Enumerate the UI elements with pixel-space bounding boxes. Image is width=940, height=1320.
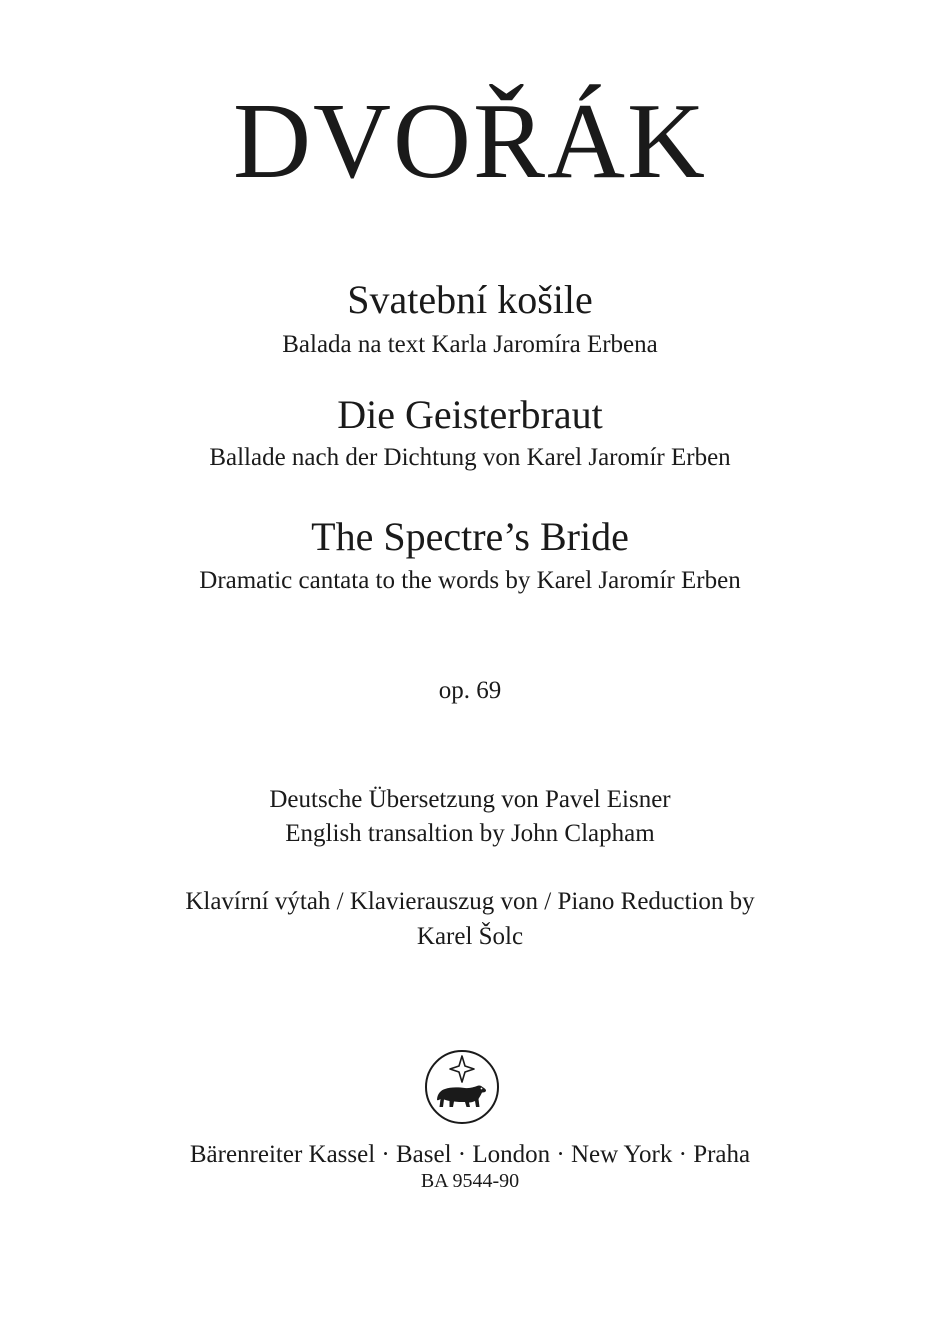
subtitle-german: Ballade nach der Dichtung von Karel Jaromír Erben [209,444,731,471]
opus-number: op. 69 [438,677,502,704]
german-translation-credit: Deutsche Übersetzung von Pavel Eisner [269,786,671,813]
piano-reduction-label: Klavírní výtah / Klavierauszug von / Piano Reduction by [185,888,755,915]
title-czech: Svatební košile [347,277,593,322]
publisher-imprint: Bärenreiter Kassel · Basel · London · New York · Praha [189,1141,751,1168]
title-english: The Spectre’s Bride [311,514,629,559]
piano-reduction-arranger: Karel Šolc [416,923,524,950]
publisher-logo-icon [424,1049,500,1125]
english-translation-credit: English transaltion by John Clapham [285,820,655,847]
subtitle-english: Dramatic cantata to the words by Karel Jaromír Erben [199,567,741,594]
catalog-number: BA 9544-90 [420,1170,520,1192]
subtitle-czech: Balada na text Karla Jaromíra Erbena [282,331,658,358]
composer-name: DVOŘÁK [232,82,707,201]
title-german: Die Geisterbraut [337,392,603,437]
